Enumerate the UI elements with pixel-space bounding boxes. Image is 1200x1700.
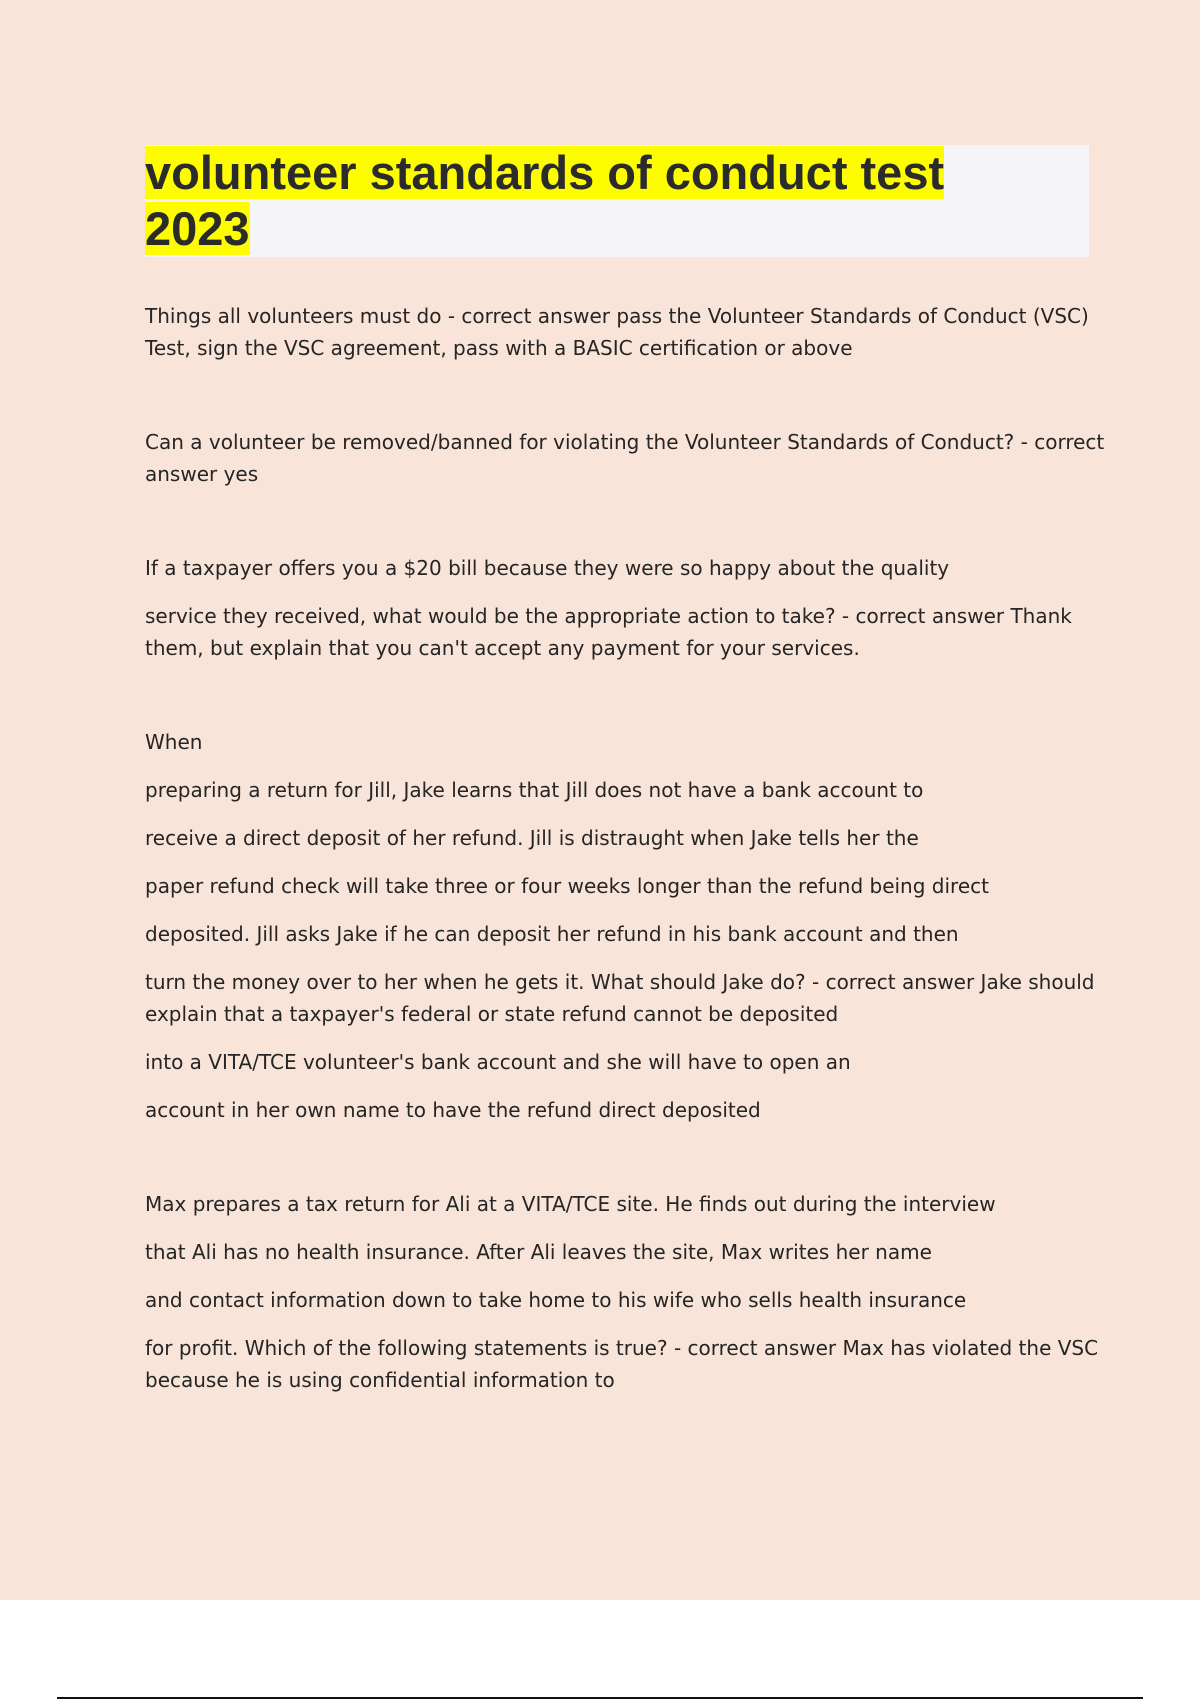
qa-line: because he is using confidential information to [145, 1368, 615, 1392]
qa-line: receive a direct deposit of her refund. Jill is distraught when Jake tells her the [145, 826, 919, 850]
qa-line: account in her own name to have the refund direct deposited [145, 1098, 761, 1122]
qa-line: answer yes [145, 462, 259, 486]
qa-line: for profit. Which of the following statements is true? - correct answer Max has violated the VSC [145, 1336, 1099, 1360]
qa-entry [145, 426, 1105, 490]
qa-line: deposited. Jill asks Jake if he can deposit her refund in his bank account and then [145, 922, 959, 946]
qa-line: When [145, 730, 203, 754]
qa-line: that Ali has no health insurance. After Ali leaves the site, Max writes her name [145, 1240, 932, 1264]
title-highlight: volunteer standards of conduct test 2023 [145, 146, 945, 255]
qa-line: preparing a return for Jill, Jake learns that Jill does not have a bank account to [145, 778, 924, 802]
qa-line: If a taxpayer offers you a $20 bill because they were so happy about the quality [145, 556, 950, 580]
qa-line: explain that a taxpayer's federal or state refund cannot be deposited [145, 1002, 839, 1026]
qa-line: Can a volunteer be removed/banned for violating the Volunteer Standards of Conduct? - correct [145, 430, 1105, 454]
qa-entry [145, 300, 1095, 364]
qa-entry [145, 726, 1095, 1126]
qa-line: them, but explain that you can't accept any payment for your services. [145, 636, 860, 660]
qa-line: Max prepares a tax return for Ali at a VITA/TCE site. He finds out during the interview [145, 1192, 996, 1216]
qa-line: Test, sign the VSC agreement, pass with a BASIC certification or above [145, 336, 853, 360]
document-title [145, 145, 1045, 257]
qa-entry [145, 552, 1095, 664]
qa-line: turn the money over to her when he gets it. What should Jake do? - correct answer Jake should [145, 970, 1095, 994]
qa-line: service they received, what would be the appropriate action to take? - correct answer Thank [145, 604, 1072, 628]
qa-line: Things all volunteers must do - correct answer pass the Volunteer Standards of Conduct (VSC) [145, 304, 1089, 328]
footer-rule [57, 1697, 1143, 1699]
qa-line: into a VITA/TCE volunteer's bank account and she will have to open an [145, 1050, 851, 1074]
document-body [145, 300, 1105, 1396]
qa-line: and contact information down to take home to his wife who sells health insurance [145, 1288, 967, 1312]
qa-line: paper refund check will take three or four weeks longer than the refund being direct [145, 874, 989, 898]
qa-entry [145, 1188, 1099, 1396]
